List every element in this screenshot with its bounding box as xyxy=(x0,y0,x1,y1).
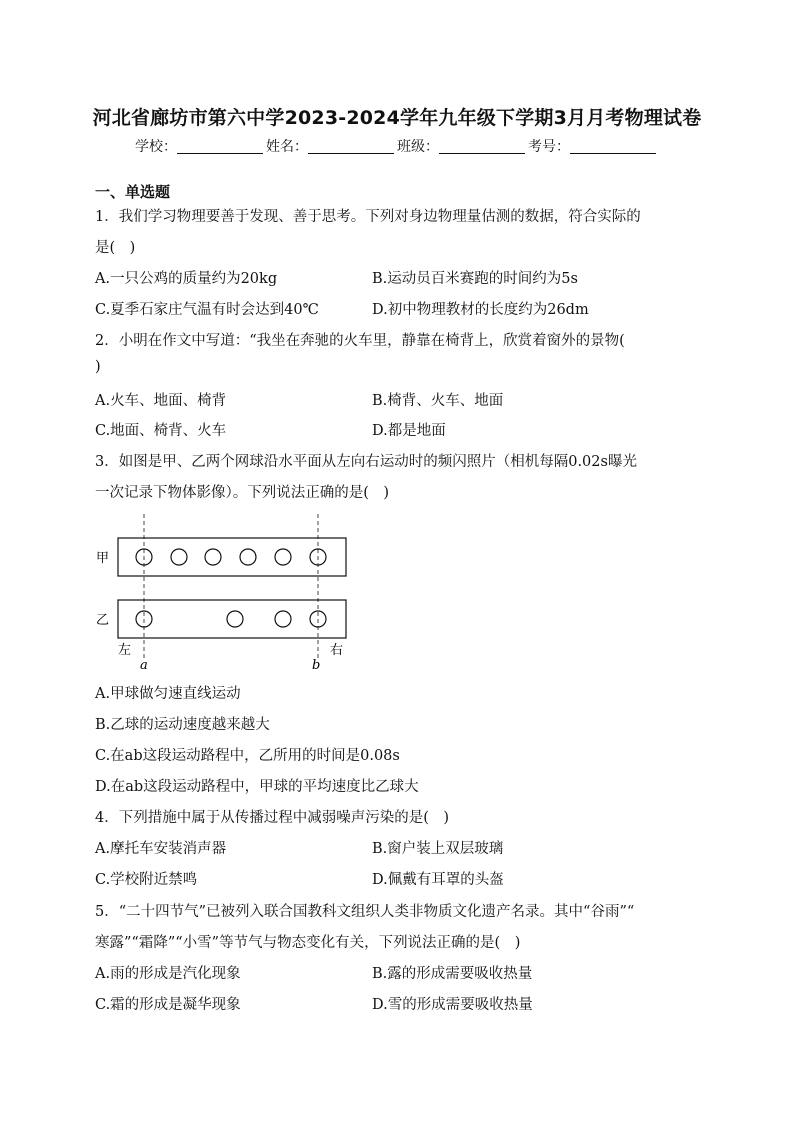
section-title: 一、单选题 xyxy=(95,183,171,201)
q4-stem-line1: 4．下列措施中属于从传播过程中减弱噪声污染的是( ) xyxy=(95,810,450,826)
name-label: 姓名： xyxy=(266,139,308,155)
q2-stem-line2: ) xyxy=(95,359,101,375)
class-label: 班级： xyxy=(397,139,439,155)
q2-option-d[interactable]: D.都是地面 xyxy=(372,423,446,439)
q4-option-b[interactable]: B.窗户装上双层玻璃 xyxy=(372,841,504,857)
q3-stem-line1: 3．如图是甲、乙两个网球沿水平面从左向右运动时的频闪照片（相机每隔0.02s曝光 xyxy=(95,454,637,470)
q3-option-b[interactable]: B.乙球的运动速度越来越大 xyxy=(95,717,270,733)
q5-stem-line1: 5．“二十四节气”已被列入联合国教科文组织人类非物质文化遗产名录。其中“谷雨”“ xyxy=(95,904,635,920)
ball-jia xyxy=(240,549,256,565)
q2-option-c[interactable]: C.地面、椅背、火车 xyxy=(95,423,227,439)
q5-option-c[interactable]: C.霜的形成是凝华现象 xyxy=(95,997,241,1013)
ball-jia xyxy=(205,549,221,565)
q3-stem-line2: 一次记录下物体影像）。下列说法正确的是( ) xyxy=(95,485,390,501)
label-yi: 乙 xyxy=(96,613,110,628)
exam-title: 河北省廊坊市第六中学2023-2024学年九年级下学期3月月考物理试卷 xyxy=(92,107,702,129)
ball-jia xyxy=(275,549,291,565)
strobe-photo-figure xyxy=(90,508,360,673)
q2-option-a[interactable]: A.火车、地面、椅背 xyxy=(95,393,227,409)
q1-stem-line1: 1．我们学习物理要善于发现、善于思考。下列对身边物理量估测的数据，符合实际的 xyxy=(95,209,641,225)
q1-option-b[interactable]: B.运动员百米赛跑的时间约为5s xyxy=(372,271,578,287)
q2-stem-line1: 2．小明在作文中写道：“我坐在奔驰的火车里，静靠在椅背上，欣赏着窗外的景物( xyxy=(95,333,625,349)
q4-option-a[interactable]: A.摩托车安装消声器 xyxy=(95,841,227,857)
ball-yi xyxy=(275,611,291,627)
q5-option-b[interactable]: B.露的形成需要吸收热量 xyxy=(372,966,533,982)
label-a: a xyxy=(140,658,148,673)
class-blank[interactable] xyxy=(439,139,525,154)
q4-option-d[interactable]: D.佩戴有耳罩的头盔 xyxy=(372,872,504,888)
q1-option-a[interactable]: A.一只公鸡的质量约为20kg xyxy=(95,271,278,287)
exam-no-label: 考号： xyxy=(528,139,570,155)
q4-option-c[interactable]: C.学校附近禁鸣 xyxy=(95,872,198,888)
q3-option-a[interactable]: A.甲球做匀速直线运动 xyxy=(95,686,241,702)
name-blank[interactable] xyxy=(308,139,394,154)
ball-jia xyxy=(171,549,187,565)
q1-option-d[interactable]: D.初中物理教材的长度约为26dm xyxy=(372,302,589,318)
label-b: b xyxy=(312,658,321,673)
q2-option-b[interactable]: B.椅背、火车、地面 xyxy=(372,393,504,409)
q5-option-a[interactable]: A.雨的形成是汽化现象 xyxy=(95,966,241,982)
school-label: 学校： xyxy=(135,139,177,155)
q1-option-c[interactable]: C.夏季石家庄气温有时会达到40℃ xyxy=(95,302,319,318)
q5-option-d[interactable]: D.雪的形成需要吸收热量 xyxy=(372,997,533,1013)
label-jia: 甲 xyxy=(96,551,110,566)
label-left: 左 xyxy=(118,643,132,658)
q1-stem-line2: 是( ) xyxy=(95,240,136,256)
q3-option-d[interactable]: D.在ab这段运动路程中，甲球的平均速度比乙球大 xyxy=(95,779,419,795)
q5-stem-line2: 寒露”“霜降”“小雪”等节气与物态变化有关，下列说法正确的是( ) xyxy=(95,935,521,951)
school-blank[interactable] xyxy=(177,139,263,154)
label-right: 右 xyxy=(330,643,344,658)
q3-option-c[interactable]: C.在ab这段运动路程中，乙所用的时间是0.08s xyxy=(95,748,400,764)
student-info-row xyxy=(0,136,794,156)
exam-no-blank[interactable] xyxy=(570,139,656,154)
ball-yi xyxy=(227,611,243,627)
